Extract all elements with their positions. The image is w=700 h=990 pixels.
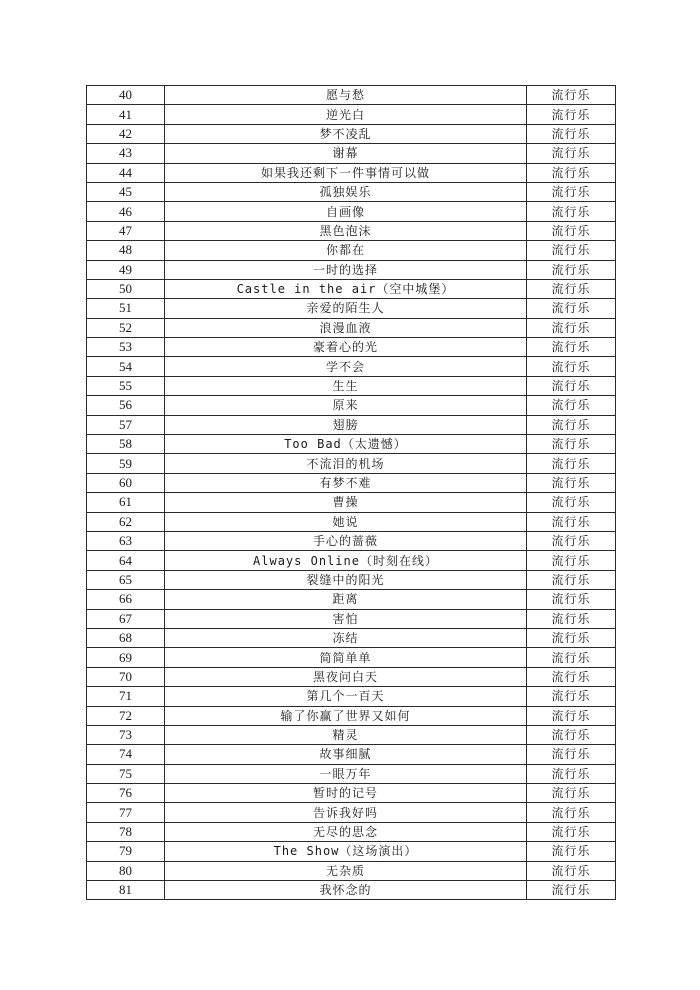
song-genre: 流行乐 bbox=[527, 803, 616, 822]
song-title: Always Online（时刻在线） bbox=[165, 551, 527, 570]
song-genre: 流行乐 bbox=[527, 667, 616, 686]
song-title: 精灵 bbox=[165, 725, 527, 744]
song-genre: 流行乐 bbox=[527, 609, 616, 628]
table-row bbox=[87, 454, 616, 473]
song-title: 有梦不难 bbox=[165, 473, 527, 492]
song-title: 简简单单 bbox=[165, 648, 527, 667]
row-number: 65 bbox=[87, 570, 165, 589]
row-number: 45 bbox=[87, 182, 165, 201]
row-number: 68 bbox=[87, 628, 165, 647]
row-number: 56 bbox=[87, 396, 165, 415]
song-title: 孤独娱乐 bbox=[165, 182, 527, 201]
table-row bbox=[87, 376, 616, 395]
row-number: 63 bbox=[87, 531, 165, 550]
song-genre: 流行乐 bbox=[527, 570, 616, 589]
row-number: 40 bbox=[87, 86, 165, 105]
song-genre: 流行乐 bbox=[527, 822, 616, 841]
table-row bbox=[87, 105, 616, 124]
table-row bbox=[87, 881, 616, 900]
song-title: 自画像 bbox=[165, 202, 527, 221]
song-genre: 流行乐 bbox=[527, 512, 616, 531]
song-genre: 流行乐 bbox=[527, 415, 616, 434]
song-genre: 流行乐 bbox=[527, 531, 616, 550]
song-title: 害怕 bbox=[165, 609, 527, 628]
row-number: 61 bbox=[87, 493, 165, 512]
table-row bbox=[87, 396, 616, 415]
song-genre: 流行乐 bbox=[527, 725, 616, 744]
song-title: Castle in the air（空中城堡） bbox=[165, 279, 527, 298]
row-number: 77 bbox=[87, 803, 165, 822]
song-title: 第几个一百天 bbox=[165, 687, 527, 706]
table-row bbox=[87, 725, 616, 744]
song-title: 梦不凌乱 bbox=[165, 124, 527, 143]
row-number: 71 bbox=[87, 687, 165, 706]
song-genre: 流行乐 bbox=[527, 861, 616, 880]
table-row bbox=[87, 822, 616, 841]
song-genre: 流行乐 bbox=[527, 260, 616, 279]
song-title: 如果我还剩下一件事情可以做 bbox=[165, 163, 527, 182]
table-row bbox=[87, 318, 616, 337]
song-title: 你都在 bbox=[165, 241, 527, 260]
table-row bbox=[87, 667, 616, 686]
row-number: 60 bbox=[87, 473, 165, 492]
table-row bbox=[87, 435, 616, 454]
song-title: 我怀念的 bbox=[165, 881, 527, 900]
song-genre: 流行乐 bbox=[527, 396, 616, 415]
row-number: 59 bbox=[87, 454, 165, 473]
song-table-body bbox=[87, 86, 616, 900]
song-genre: 流行乐 bbox=[527, 648, 616, 667]
song-title: 不流泪的机场 bbox=[165, 454, 527, 473]
table-row bbox=[87, 531, 616, 550]
row-number: 46 bbox=[87, 202, 165, 221]
song-genre: 流行乐 bbox=[527, 745, 616, 764]
table-row bbox=[87, 861, 616, 880]
song-genre: 流行乐 bbox=[527, 784, 616, 803]
row-number: 66 bbox=[87, 590, 165, 609]
song-title: 无尽的思念 bbox=[165, 822, 527, 841]
row-number: 41 bbox=[87, 105, 165, 124]
song-title: 一眼万年 bbox=[165, 764, 527, 783]
table-row bbox=[87, 182, 616, 201]
row-number: 54 bbox=[87, 357, 165, 376]
song-title: 黑色泡沫 bbox=[165, 221, 527, 240]
table-row bbox=[87, 803, 616, 822]
table-row bbox=[87, 512, 616, 531]
table-row bbox=[87, 163, 616, 182]
song-title: 谢幕 bbox=[165, 144, 527, 163]
row-number: 64 bbox=[87, 551, 165, 570]
song-genre: 流行乐 bbox=[527, 86, 616, 105]
row-number: 47 bbox=[87, 221, 165, 240]
row-number: 67 bbox=[87, 609, 165, 628]
row-number: 44 bbox=[87, 163, 165, 182]
song-genre: 流行乐 bbox=[527, 144, 616, 163]
song-genre: 流行乐 bbox=[527, 881, 616, 900]
table-row bbox=[87, 124, 616, 143]
row-number: 43 bbox=[87, 144, 165, 163]
song-genre: 流行乐 bbox=[527, 202, 616, 221]
table-row bbox=[87, 609, 616, 628]
song-genre: 流行乐 bbox=[527, 182, 616, 201]
table-row bbox=[87, 764, 616, 783]
row-number: 53 bbox=[87, 338, 165, 357]
table-row bbox=[87, 590, 616, 609]
song-title: 曹操 bbox=[165, 493, 527, 512]
row-number: 81 bbox=[87, 881, 165, 900]
song-table bbox=[86, 85, 616, 900]
song-genre: 流行乐 bbox=[527, 435, 616, 454]
song-genre: 流行乐 bbox=[527, 764, 616, 783]
song-title: 暂时的记号 bbox=[165, 784, 527, 803]
table-row bbox=[87, 473, 616, 492]
song-title: 豪着心的光 bbox=[165, 338, 527, 357]
song-title: The Show（这场演出） bbox=[165, 842, 527, 861]
table-row bbox=[87, 338, 616, 357]
row-number: 58 bbox=[87, 435, 165, 454]
song-genre: 流行乐 bbox=[527, 338, 616, 357]
row-number: 51 bbox=[87, 299, 165, 318]
row-number: 80 bbox=[87, 861, 165, 880]
song-genre: 流行乐 bbox=[527, 628, 616, 647]
song-genre: 流行乐 bbox=[527, 299, 616, 318]
row-number: 79 bbox=[87, 842, 165, 861]
row-number: 74 bbox=[87, 745, 165, 764]
table-row bbox=[87, 202, 616, 221]
table-row bbox=[87, 86, 616, 105]
song-genre: 流行乐 bbox=[527, 241, 616, 260]
table-row bbox=[87, 570, 616, 589]
song-genre: 流行乐 bbox=[527, 163, 616, 182]
song-title: 故事细腻 bbox=[165, 745, 527, 764]
song-title: 浪漫血液 bbox=[165, 318, 527, 337]
song-genre: 流行乐 bbox=[527, 454, 616, 473]
song-title: 她说 bbox=[165, 512, 527, 531]
table-row bbox=[87, 493, 616, 512]
row-number: 57 bbox=[87, 415, 165, 434]
row-number: 69 bbox=[87, 648, 165, 667]
table-row bbox=[87, 144, 616, 163]
table-row bbox=[87, 221, 616, 240]
song-genre: 流行乐 bbox=[527, 105, 616, 124]
song-title: 一时的选择 bbox=[165, 260, 527, 279]
song-genre: 流行乐 bbox=[527, 221, 616, 240]
row-number: 48 bbox=[87, 241, 165, 260]
song-title: 手心的蔷薇 bbox=[165, 531, 527, 550]
song-title: Too Bad（太遗憾） bbox=[165, 435, 527, 454]
table-row bbox=[87, 628, 616, 647]
song-genre: 流行乐 bbox=[527, 279, 616, 298]
table-row bbox=[87, 357, 616, 376]
song-genre: 流行乐 bbox=[527, 473, 616, 492]
song-genre: 流行乐 bbox=[527, 551, 616, 570]
song-title: 原来 bbox=[165, 396, 527, 415]
song-title: 逆光白 bbox=[165, 105, 527, 124]
table-row bbox=[87, 415, 616, 434]
song-genre: 流行乐 bbox=[527, 842, 616, 861]
song-genre: 流行乐 bbox=[527, 706, 616, 725]
row-number: 70 bbox=[87, 667, 165, 686]
song-title: 无杂质 bbox=[165, 861, 527, 880]
table-row bbox=[87, 687, 616, 706]
row-number: 49 bbox=[87, 260, 165, 279]
song-title: 生生 bbox=[165, 376, 527, 395]
song-genre: 流行乐 bbox=[527, 124, 616, 143]
song-title: 告诉我好吗 bbox=[165, 803, 527, 822]
row-number: 42 bbox=[87, 124, 165, 143]
table-row bbox=[87, 299, 616, 318]
row-number: 62 bbox=[87, 512, 165, 531]
song-genre: 流行乐 bbox=[527, 357, 616, 376]
row-number: 73 bbox=[87, 725, 165, 744]
song-genre: 流行乐 bbox=[527, 493, 616, 512]
row-number: 75 bbox=[87, 764, 165, 783]
song-title: 黑夜问白天 bbox=[165, 667, 527, 686]
row-number: 72 bbox=[87, 706, 165, 725]
table-row bbox=[87, 784, 616, 803]
song-genre: 流行乐 bbox=[527, 376, 616, 395]
table-row bbox=[87, 241, 616, 260]
row-number: 50 bbox=[87, 279, 165, 298]
song-title: 愿与愁 bbox=[165, 86, 527, 105]
song-title: 翅膀 bbox=[165, 415, 527, 434]
table-row bbox=[87, 279, 616, 298]
table-row bbox=[87, 260, 616, 279]
row-number: 55 bbox=[87, 376, 165, 395]
row-number: 78 bbox=[87, 822, 165, 841]
row-number: 76 bbox=[87, 784, 165, 803]
song-title: 冻结 bbox=[165, 628, 527, 647]
song-genre: 流行乐 bbox=[527, 687, 616, 706]
table-row bbox=[87, 745, 616, 764]
song-title: 距离 bbox=[165, 590, 527, 609]
song-title: 输了你赢了世界又如何 bbox=[165, 706, 527, 725]
song-genre: 流行乐 bbox=[527, 318, 616, 337]
table-row bbox=[87, 842, 616, 861]
table-row bbox=[87, 648, 616, 667]
table-row bbox=[87, 551, 616, 570]
song-title: 学不会 bbox=[165, 357, 527, 376]
table-row bbox=[87, 706, 616, 725]
song-title: 亲爱的陌生人 bbox=[165, 299, 527, 318]
song-genre: 流行乐 bbox=[527, 590, 616, 609]
song-title: 裂缝中的阳光 bbox=[165, 570, 527, 589]
row-number: 52 bbox=[87, 318, 165, 337]
